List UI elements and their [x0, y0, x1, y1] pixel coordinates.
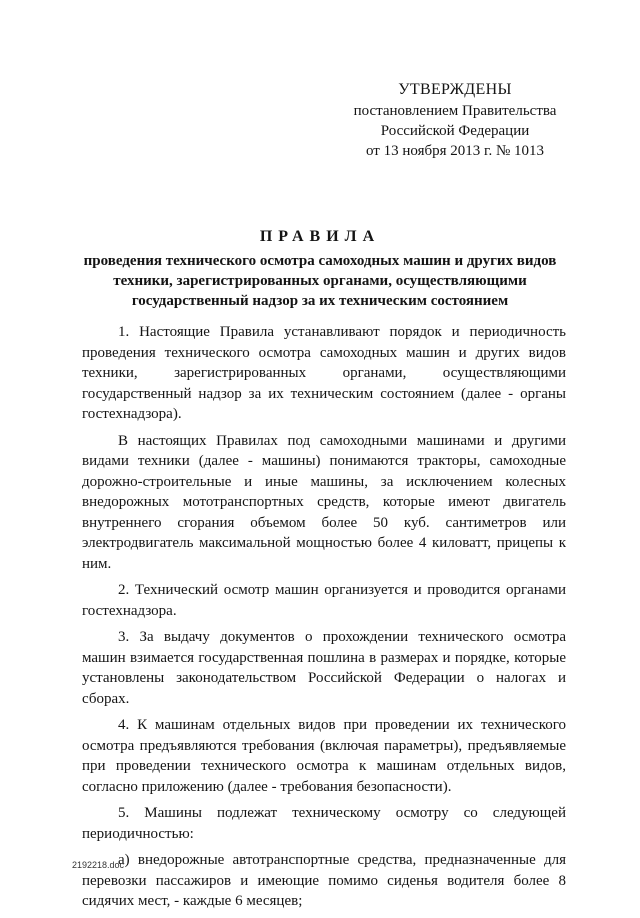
approval-block: [340, 80, 570, 161]
approval-line-3: от 13 ноября 2013 г. № 1013: [365, 143, 545, 159]
paragraph-5: 4. К машинам отдельных видов при проведении их технического осмотра предъявляются требования (включая параметры), предъявляемые при проведении технического осмотра к машинам отдельных видов, согласно приложению (далее - требования безопасности).: [82, 717, 566, 795]
paragraph-7: а) внедорожные автотранспортные средства, предназначенные для перевозки пассажиров и имеющие помимо сиденья водителя более 8 сидячих мест, - каждые 6 месяцев;: [82, 852, 566, 909]
paragraph-2: В настоящих Правилах под самоходными машинами и другими видами техники (далее - машины) понимаются тракторы, самоходные дорожно-строительные и иные машины, за исключением колесных внедорожных мототранспортных средств, которые имеют двигатель внутреннего сгорания объемом более 50 куб. сантиметров или электродвигатель максимальной мощностью более 4 киловатт, прицепы к ним.: [82, 432, 566, 572]
document-title: ПРАВИЛА: [259, 228, 381, 245]
paragraph-1: 1. Настоящие Правила устанавливают порядок и периодичность проведения технического осмотра самоходных машин и других видов техники, зарегистрированных органами, осуществляющими государственный надзор за их техническим состоянием (далее - органы гостехнадзора).: [82, 324, 566, 422]
document-subtitle: проведения технического осмотра самоходных машин и других видов техники, зарегистрированных органами, осуществляющими государственный надзор за их техническим состоянием: [83, 253, 557, 309]
approval-line-2: Российской Федерации: [380, 123, 530, 139]
document-body: [82, 322, 566, 918]
paragraph-6: 5. Машины подлежат техническому осмотру со следующей периодичностью:: [82, 805, 566, 842]
paragraph-4: 3. За выдачу документов о прохождении технического осмотра машин взимается государственная пошлина в размерах и порядке, которые установлены законодательством Российской Федерации о налогах и сборах.: [82, 629, 566, 707]
paragraph-3: 2. Технический осмотр машин организуется и проводится органами гостехнадзора.: [82, 582, 566, 619]
approval-heading: УТВЕРЖДЕНЫ: [398, 81, 512, 98]
file-name-footer: 2192218.doc: [72, 860, 125, 870]
approval-line-1: постановлением Правительства: [353, 103, 557, 119]
